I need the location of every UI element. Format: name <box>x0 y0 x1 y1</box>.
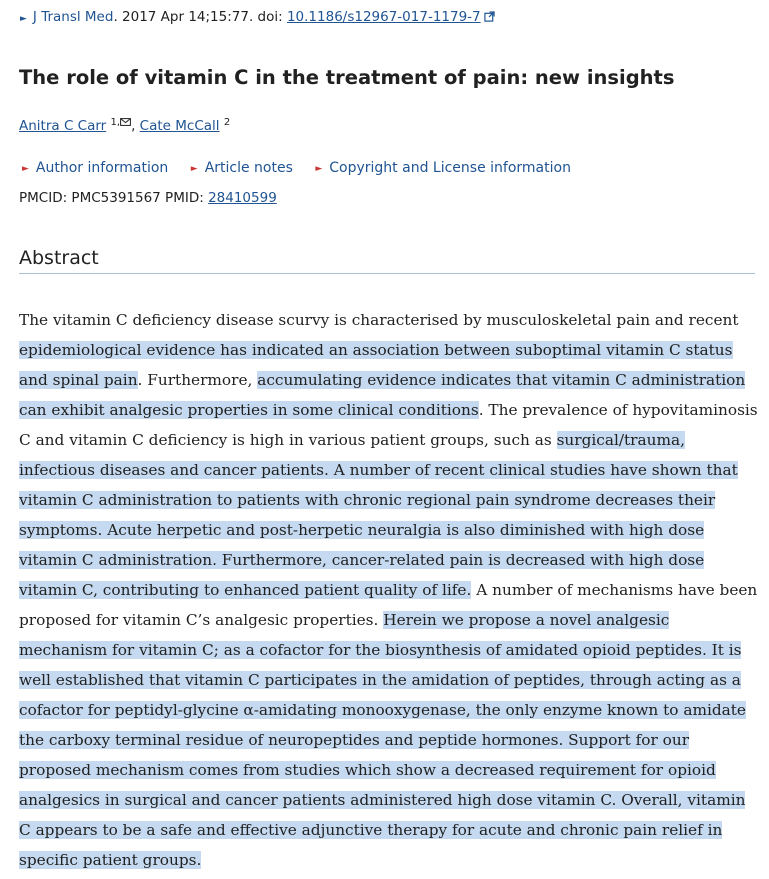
doi-link[interactable]: 10.1186/s12967-017-1179-7 <box>286 9 481 25</box>
pmcid-text: PMCID: PMC5391567 PMID: <box>19 190 209 206</box>
abstract-segment: A number of mechanisms have been proposed for vitamin C’s analgesic properties. <box>19 581 758 629</box>
journal-link[interactable]: J Transl Med <box>32 9 114 25</box>
expand-triangle-icon: ► <box>190 164 198 174</box>
pmid-link[interactable]: 28410599 <box>208 190 277 206</box>
expand-triangle-icon[interactable]: ► <box>20 14 27 24</box>
article-info-links <box>22 160 589 176</box>
abstract-highlighted-segment: Herein we propose a novel analgesic mechanism for vitamin C; as a cofactor for the biosynthesis of amidated opioid peptides. It is well established that vitamin C participates in the amidation of peptides, through acting as a cofactor for peptidyl-glycine α-amidating monooxygenase, the only enzyme known to amidate the carboxy terminal residue of neuropeptides and peptide hormones. Support for our proposed mechanism comes from studies which show a decreased requirement for opioid analgesics in surgical and cancer patients administered high dose vitamin C. Overall, vitamin C appears to be a safe and effective adjunctive therapy for acute and chronic pain relief in specific patient groups. <box>19 611 746 869</box>
abstract-highlighted-segment: epidemiological evidence has indicated an association between suboptimal vitamin C status and spinal pain <box>19 341 733 389</box>
author-separator: , <box>131 118 140 134</box>
abstract-segment: . The prevalence of hypovitaminosis C and vitamin C deficiency is high in various patient groups, such as <box>19 401 758 449</box>
citation-details: . 2017 Apr 14;15:77. doi: <box>113 9 287 25</box>
author-link[interactable]: Anitra C Carr <box>19 118 107 134</box>
author-affiliation-sup[interactable]: 1, <box>110 117 121 128</box>
expand-triangle-icon: ► <box>22 164 29 174</box>
author-list <box>19 114 230 134</box>
article-ids <box>19 190 277 206</box>
mail-icon[interactable] <box>120 114 131 130</box>
abstract-highlighted-segment: accumulating evidence indicates that vitamin C administration can exhibit analgesic properties in some clinical conditions <box>19 371 746 419</box>
author-information-toggle[interactable]: ► Author information <box>22 160 169 176</box>
abstract-heading: Abstract <box>19 247 99 269</box>
abstract-highlighted-segment: surgical/trauma, infectious diseases and cancer patients. A number of recent clinical studies have shown that vitamin C administration to patients with chronic regional pain syndrome decreases their symptoms. Acute herpetic and post-herpetic neuralgia is also diminished with high dose vitamin C administration. Furthermore, cancer-related pain is decreased with high dose vitamin C, contributing to enhanced patient quality of life. <box>19 431 738 599</box>
article-notes-toggle[interactable]: ► Article notes <box>190 160 293 176</box>
abstract-text <box>19 305 761 875</box>
author-link[interactable]: Cate McCall <box>139 118 220 134</box>
abstract-segment: The vitamin C deficiency disease scurvy is characterised by musculoskeletal pain and recent <box>19 311 739 329</box>
author-affiliation-sup[interactable]: 2 <box>223 117 231 128</box>
expand-triangle-icon: ► <box>315 164 323 174</box>
section-divider <box>19 273 755 274</box>
abstract-segment: . Furthermore, <box>137 371 258 389</box>
copyright-license-toggle[interactable]: ► Copyright and License information <box>315 160 571 176</box>
citation-line <box>20 9 495 26</box>
article-title: The role of vitamin C in the treatment of pain: new insights <box>19 66 675 89</box>
external-link-icon[interactable] <box>484 10 495 26</box>
